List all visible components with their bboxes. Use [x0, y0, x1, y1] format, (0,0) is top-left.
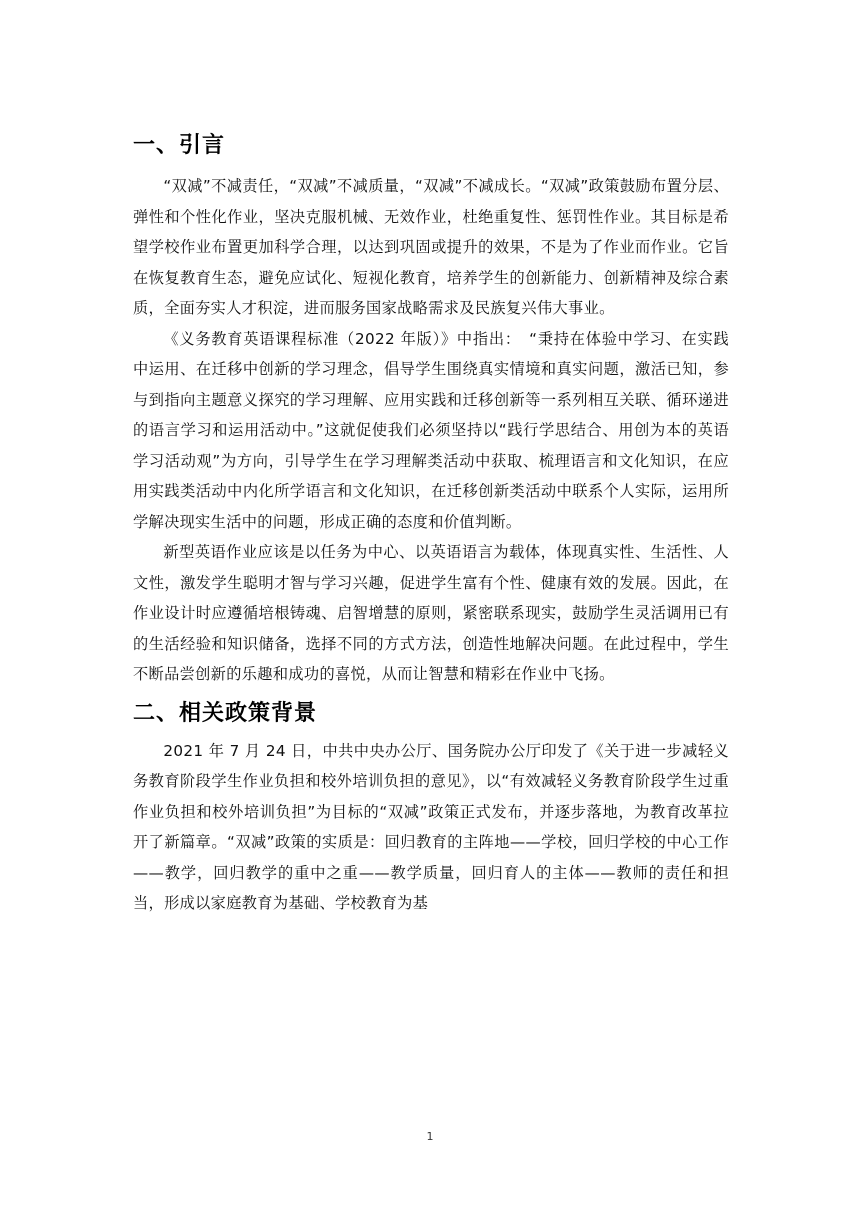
paragraph: “双减”不减责任，“双减”不减质量，“双减”不减成长。“双减”政策鼓励布置分层、弹性和个性化作业，坚决克服机械、无效作业，杜绝重复性、惩罚性作业。其目标是希望学校作业布置更加科学合理，以达到巩固或提升的效果，不是为了作业而作业。它旨在恢复教育生态，避免应试化、短视化教育，培养学生的创新能力、创新精神及综合素质，全面夯实人才积淀，进而服务国家战略需求及民族复兴伟大事业。: [133, 177, 729, 317]
paragraph: 《义务教育英语课程标准（2022 年版）》中指出： “秉持在体验中学习、在实践中运用、在迁移中创新的学习理念，倡导学生围绕真实情境和真实问题，激活已知，参与到指向主题意义探究的学习理解、应用实践和迁移创新等一系列相互关联、循环递进的语言学习和运用活动中。”这就促使我们必须坚持以“践行学思结合、用创为本的英语学习活动观”为方向，引导学生在学习理解类活动中获取、梳理语言和文化知识，在应用实践类活动中内化所学语言和文化知识，在迁移创新类活动中联系个人实际，运用所学解决现实生活中的问题，形成正确的态度和价值判断。: [133, 329, 729, 531]
paragraph: 2021 年 7 月 24 日，中共中央办公厅、国务院办公厅印发了《关于进一步减轻义务教育阶段学生作业负担和校外培训负担的意见》，以“有效减轻义务教育阶段学生过重作业负担和校外培训负担”为目标的“双减”政策正式发布，并逐步落地，为教育改革拉开了新篇章。“双减”政策的实质是：回归教育的主阵地——学校，回归学校的中心工作——教学，回归教学的重中之重——教学质量，回归育人的主体——教师的责任和担当，形成以家庭教育为基础、学校教育为基: [133, 741, 729, 912]
page-number: 1: [426, 1130, 434, 1143]
section-heading-introduction: 一、引言: [133, 133, 226, 158]
page-content: [133, 128, 729, 919]
section-heading-policy-background: 二、相关政策背景: [133, 700, 318, 726]
paragraph: 新型英语作业应该是以任务为中心、以英语语言为载体，体现真实性、生活性、人文性，激发学生聪明才智与学习兴趣，促进学生富有个性、健康有效的发展。因此，在作业设计时应遵循培根铸魂、启智增慧的原则，紧密联系现实，鼓励学生灵活调用已有的生活经验和知识储备，选择不同的方式方法，创造性地解决问题。在此过程中，学生不断品尝创新的乐趣和成功的喜悦，从而让智慧和精彩在作业中飞扬。: [133, 543, 729, 683]
